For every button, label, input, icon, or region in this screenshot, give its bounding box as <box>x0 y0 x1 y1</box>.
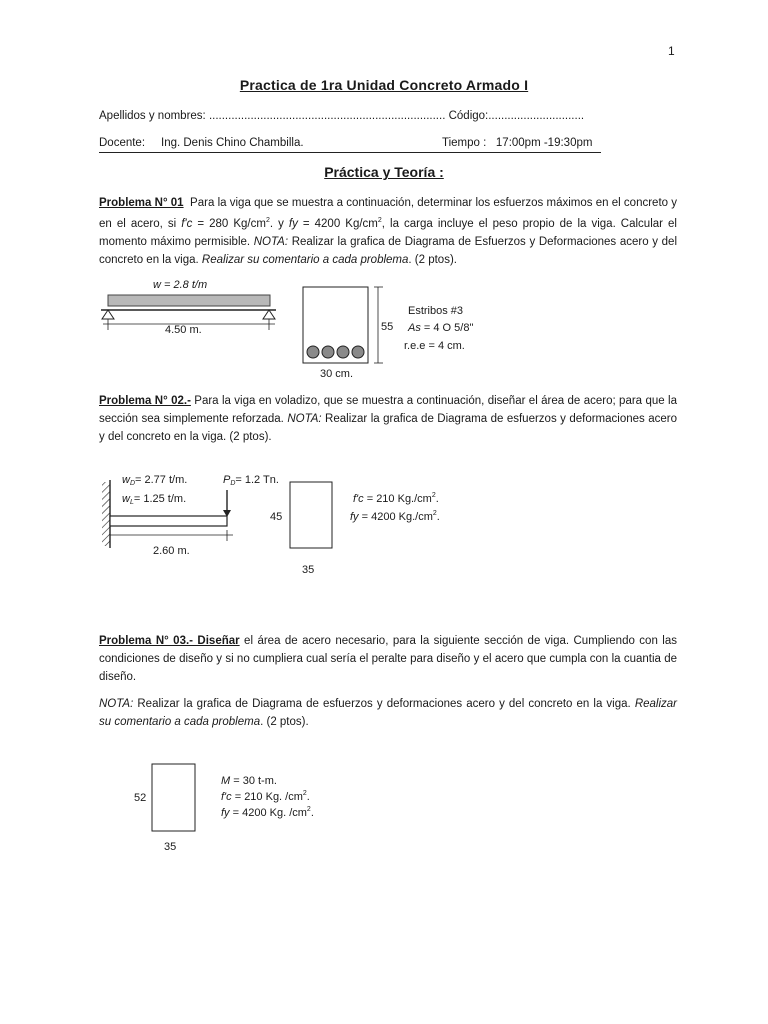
stirrups-label: Estribos #3 <box>408 305 464 317</box>
section-3-rect <box>152 764 195 831</box>
code-blank: .............................. <box>488 110 585 122</box>
beam-1-diagram <box>101 279 276 336</box>
cantilever-span-label: 2.60 m. <box>153 545 190 557</box>
moment-label: M = 30 t-m. <box>221 775 277 787</box>
section-3-fy-label: fy = 4200 Kg. $/cm^2$. <box>221 806 314 819</box>
point-load-label: PD= 1.2 Tn. <box>223 474 279 487</box>
section-2-height-label: 45 <box>270 511 283 523</box>
section-2-rect <box>290 482 332 548</box>
names-blank: .......................................................................... <box>208 110 446 122</box>
beam-1-load <box>108 295 270 306</box>
cantilever-beam <box>110 516 227 526</box>
section-3-diagram <box>134 764 314 853</box>
section-2-diagram <box>270 482 440 576</box>
section-2-width-label: 35 <box>302 564 315 576</box>
problem-3-note: NOTA: Realizar la grafica de Diagrama de esfuerzos y deformaciones acero y del concreto en la viga. Realizar su comentario a cada problema. (2 ptos). <box>99 698 677 728</box>
rebar-circle <box>307 346 319 358</box>
section-1-width-label: 30 cm. <box>320 368 354 380</box>
rebar-circle <box>352 346 364 358</box>
fixed-support-hatch <box>102 482 110 546</box>
code-label: Código: <box>448 110 489 122</box>
steel-area-label: As = 4 O 5/8" <box>408 322 474 334</box>
beam-1-span-label: 4.50 m. <box>165 324 202 336</box>
page-number: 1 <box>668 44 675 58</box>
names-label: Apellidos y nombres: <box>99 110 206 122</box>
section-1-diagram <box>303 287 473 380</box>
problem-3-label: Problema N° 03.- Diseñar <box>99 635 240 647</box>
problem-3-text: Problema N° 03.- Diseñar el área de acero necesario, para la siguiente sección de viga. Cumpliendo con las condiciones de diseño y si no cumpliera cual sería el peralte para diseño y el acero que cumpla con la cuantia de diseño. <box>99 635 677 683</box>
rebar-circle <box>322 346 334 358</box>
teacher-name: Ing. Denis Chino Chambilla. <box>161 137 304 149</box>
section-2-fc-label: f'c = 210 $Kg./cm^2$. <box>353 492 439 505</box>
cantilever-diagram <box>102 474 279 557</box>
problem-2-text: Problema N° 02.- Para la viga en voladizo, que se muestra a continuación, diseñar el área de acero; para que la sección sea simplemente reforzada. NOTA: Realizar la grafica de Diagrama de esfuerzos y deformaciones acero y del concreto en la viga. (2 ptos). <box>99 395 677 443</box>
beam-1-load-label: w = 2.8 t/m <box>153 279 208 291</box>
rebar-circle <box>337 346 349 358</box>
live-load-label: wL= 1.25 t/m. <box>122 493 187 506</box>
time-label: Tiempo : <box>442 137 487 149</box>
teacher-label: Docente: <box>99 137 146 149</box>
section-1-height-label: 55 <box>381 321 394 333</box>
dead-load-label: wD= 2.77 t/m. <box>122 474 188 487</box>
beam-1-support-right-icon <box>263 310 275 319</box>
problem-1-text: Problema N° 01 Para la viga que se muestra a continuación, determinar los esfuerzos máximos en el concreto y en el acero, si f'c = 280 $Kg/cm^2$. y fy = 4200 $Kg/cm^2$, la carga incluye el peso propio de la viga. Calcular el momento máximo permisible. NOTA: Realizar la grafica de Diagrama de Esfuerzos y Deformaciones acero y del concreto en la viga. Realizar su comentario a cada problema. (2 ptos). <box>99 197 678 266</box>
beam-1-support-left-icon <box>102 310 114 319</box>
section-3-height-label: 52 <box>134 792 147 804</box>
time-value: 17:00pm -19:30pm <box>495 137 593 149</box>
section-3-fc-label: f'c = 210 Kg. $/cm^2$. <box>221 790 310 803</box>
section-subtitle: Práctica y Teoría : <box>324 164 444 180</box>
document-title: Practica de 1ra Unidad Concreto Armado I <box>239 77 529 93</box>
cover-label: r.e.e = 4 cm. <box>404 340 465 352</box>
section-3-width-label: 35 <box>164 841 177 853</box>
problem-1-label: Problema N° 01 <box>99 197 184 209</box>
section-2-fy-label: fy = 4200 $Kg./cm^2$. <box>350 510 440 523</box>
problem-2-label: Problema N° 02.- <box>99 395 191 407</box>
